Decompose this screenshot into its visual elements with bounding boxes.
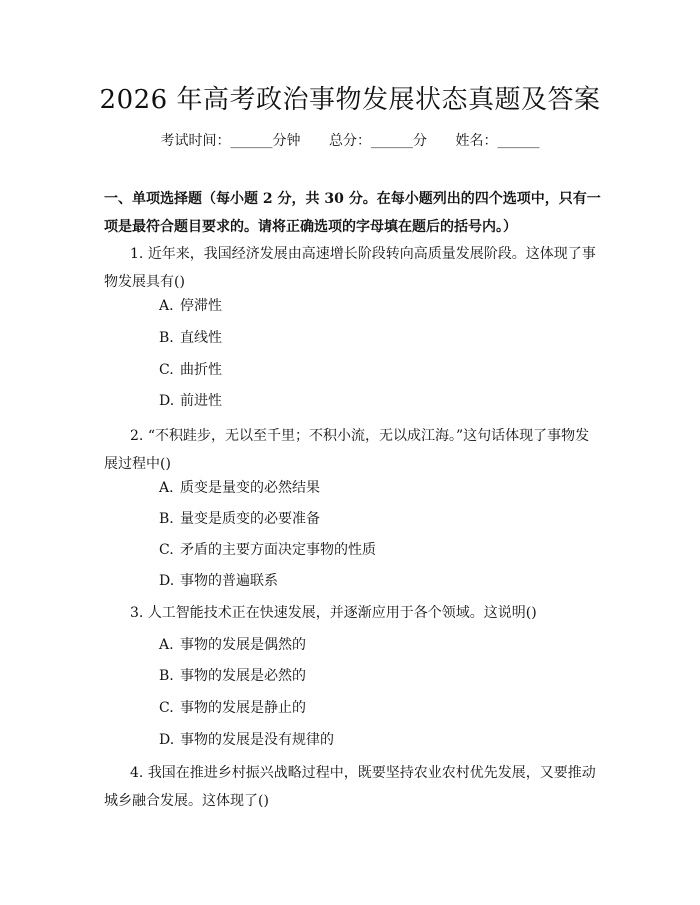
student-name-field: 姓名：______ [455, 133, 540, 149]
exam-time-field: 考试时间：______分钟 [160, 133, 301, 149]
option-text: 直线性 [180, 330, 222, 346]
document-title: 2026 年高考政治事物发展状态真题及答案 [99, 85, 601, 115]
section-heading: 一、单项选择题（每小题 2 分，共 30 分。在每小题列出的四个选项中，只有一项是最符合题目要求的。请将正确选项的字母填在题后的括号内。） [104, 191, 601, 235]
question-text: 人工智能技术正在快速发展，并逐渐应用于各个领域。这说明() [147, 605, 537, 621]
option-text: 停滞性 [180, 298, 222, 314]
question-number: 1. [130, 246, 144, 262]
question-3-option-b [159, 666, 306, 686]
option-text: 事物的发展是偶然的 [180, 637, 306, 653]
option-letter: C. [159, 362, 174, 378]
option-text: 前进性 [180, 393, 222, 409]
question-number: 3. [130, 605, 144, 621]
question-1-option-a [159, 296, 222, 316]
option-letter: A. [159, 480, 174, 496]
question-4 [104, 759, 596, 815]
question-2-option-d [159, 571, 278, 591]
option-letter: B. [159, 668, 174, 684]
option-text: 曲折性 [180, 362, 222, 378]
option-letter: A. [159, 298, 174, 314]
question-text: 近年来，我国经济发展由高速增长阶段转向高质量发展阶段。这体现了事物发展具有() [104, 246, 596, 290]
option-letter: B. [159, 330, 174, 346]
option-text: 量变是质变的必要准备 [180, 511, 320, 527]
question-1-option-b [159, 328, 222, 348]
question-text: 我国在推进乡村振兴战略过程中，既要坚持农业农村优先发展，又要推动城乡融合发展。这体现了() [104, 765, 596, 809]
question-3 [104, 599, 596, 627]
option-letter: D. [159, 393, 175, 409]
option-letter: C. [159, 542, 174, 558]
option-text: 事物的发展是静止的 [180, 700, 306, 716]
total-score-field: 总分：______分 [329, 133, 427, 149]
question-3-option-a [159, 635, 306, 655]
question-3-option-d [159, 730, 334, 750]
question-2-option-a [159, 478, 320, 498]
option-letter: C. [159, 700, 174, 716]
option-text: 事物的发展是没有规律的 [180, 732, 334, 748]
option-text: 事物的普遍联系 [180, 573, 278, 589]
option-text: 质变是量变的必然结果 [180, 480, 320, 496]
question-number: 4. [130, 765, 144, 781]
question-2-option-b [159, 509, 320, 529]
question-2-option-c [159, 540, 376, 560]
exam-info-line [0, 131, 700, 151]
option-text: 矛盾的主要方面决定事物的性质 [180, 542, 376, 558]
option-letter: B. [159, 511, 174, 527]
question-text: “不积跬步，无以至千里；不积小流，无以成江海。”这句话体现了事物发展过程中() [104, 428, 590, 472]
question-1 [104, 240, 596, 296]
question-2 [104, 422, 596, 478]
option-letter: A. [159, 637, 174, 653]
option-text: 事物的发展是必然的 [180, 668, 306, 684]
option-letter: D. [159, 732, 175, 748]
question-1-option-d [159, 391, 222, 411]
question-3-option-c [159, 698, 306, 718]
question-number: 2. [130, 428, 144, 444]
option-letter: D. [159, 573, 175, 589]
question-1-option-c [159, 360, 222, 380]
